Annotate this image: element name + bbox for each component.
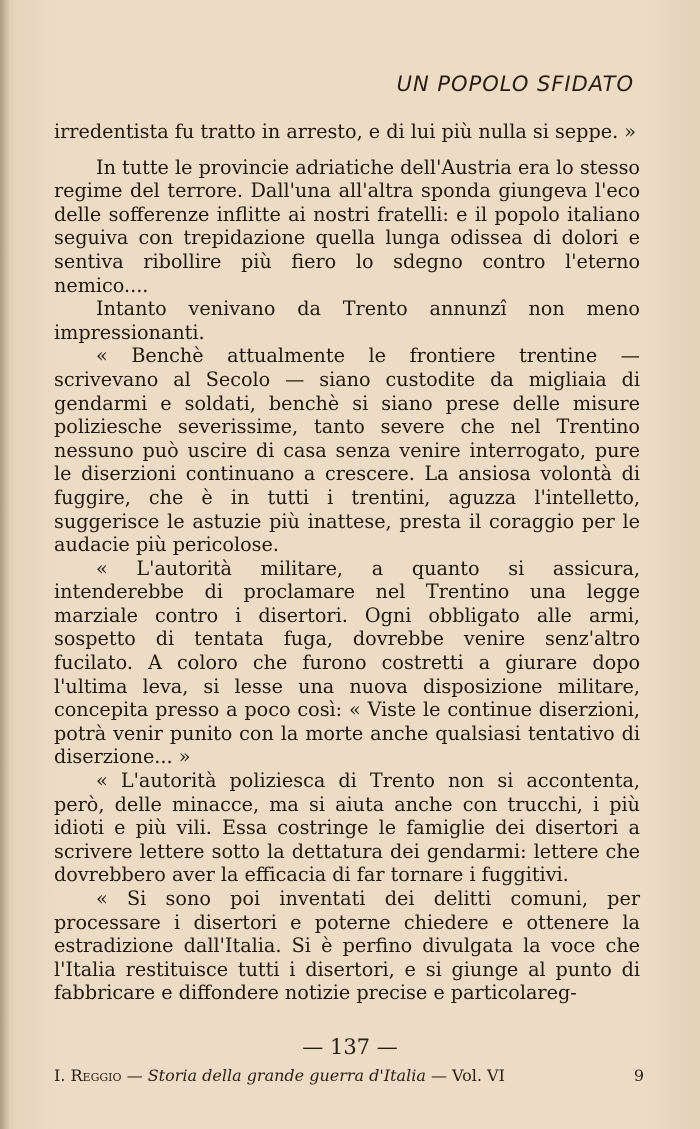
page-edge-shadow: [0, 0, 10, 1129]
footer-title: Storia della grande guerra d'Italia: [147, 1066, 426, 1085]
paragraph-4: « Benchè attualmente le frontiere trentine — scrivevano al Secolo — siano custodite da migliaia di gendarmi e soldati, benchè si siano prese delle misure poliziesche severissime, tanto severe che nel Trentino nessuno può uscire di casa senza venire interrogato, pure le diserzioni continuano a crescere. La ansiosa volontà di fuggire, che è in tutti i trentini, aguzza l'intelletto, suggerisce le astuzie più inattese, presta il coraggio per le audacie più pericolose.: [54, 344, 640, 557]
paragraph-7: « Si sono poi inventati dei delitti comuni, per processare i disertori e poterne chiedere e ottenere la estradizione dall'Italia. Si è perfino divulgata la voce che l'Italia restituisce tutti i disertori, e si giunge al punto di fabbricare e diffondere notizie precise e particolareg-: [54, 887, 640, 1005]
footer-dash: —: [126, 1066, 143, 1085]
footer-volume: — Vol. VI: [430, 1066, 505, 1085]
paragraph-2: In tutte le provincie adriatiche dell'Austria era lo stesso regime del terrore. Dall'una all'altra sponda giungeva l'eco delle sofferenze inflitte ai nostri fratelli: e il popolo italiano seguiva con trepidazione quella lunga odissea di dolori e sentiva ribollire più fiero lo sdegno contro l'eterno nemico....: [54, 155, 640, 297]
paragraph-6: « L'autorità poliziesca di Trento non si accontenta, però, delle minacce, ma si aiuta anche con trucchi, i più idioti e più vili. Essa costringe le famiglie dei disertori a scrivere lettere sotto la dettatura dei gendarmi: lettere che dovrebbero aver la efficacia di far tornare i fuggitivi.: [54, 769, 640, 887]
body-text: [54, 120, 640, 1005]
running-head: UN POPOLO SFIDATO: [396, 72, 634, 96]
paragraph-3: Intanto venivano da Trento annunzî non meno impressionanti.: [54, 297, 640, 344]
footer-author: I. Reggio: [54, 1066, 122, 1085]
footer: [54, 1066, 644, 1085]
footer-signature: 9: [633, 1066, 644, 1085]
paragraph-1: irredentista fu tratto in arresto, e di lui più nulla si seppe. »: [54, 120, 637, 143]
paragraph-5: « L'autorità militare, a quanto si assicura, intenderebbe di proclamare nel Trentino una legge marziale contro i disertori. Ogni obbligato alle armi, sospetto di tentata fuga, dovrebbe venire senz'altro fucilato. A coloro che furono costretti a giurare dopo l'ultima leva, si lesse una nuova disposizione militare, concepita presso a poco così: « Viste le continue diserzioni, potrà venir punito con la morte anche qualsiasi tentativo di diserzione... »: [54, 556, 640, 769]
page-number: — 137 —: [302, 1035, 398, 1059]
